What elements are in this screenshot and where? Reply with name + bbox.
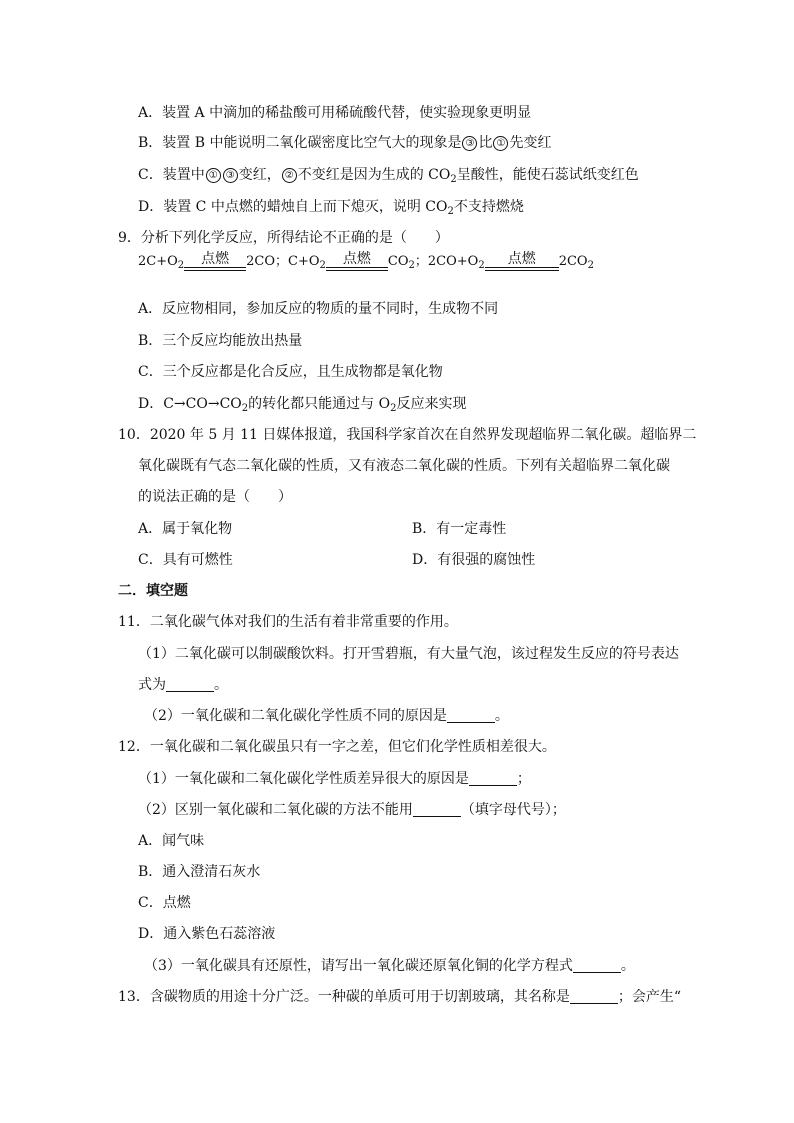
subscript: 2 (587, 260, 594, 271)
circled-number: ② (282, 168, 297, 183)
q12-part3-text: （3）一氧化碳具有还原性，请写出一氧化碳还原氧化铜的化学方程式 (144, 958, 573, 974)
subscript: 2 (447, 206, 454, 217)
subscript: 2 (450, 174, 457, 185)
section-heading: 二．填空题 (118, 583, 188, 599)
q9-option-d-text: 的转化都只能通过与 O (248, 396, 391, 412)
q11-part1-line2 (138, 676, 228, 694)
reaction-condition: 点燃 (507, 251, 536, 267)
q11-part1-text: 。 (214, 677, 228, 693)
q10-stem-line3: 的说法正确的是（ ） (138, 489, 292, 505)
q11-stem: 11．二氧化碳气体对我们的生活有着非常重要的作用。 (118, 614, 458, 630)
answer-blank (166, 677, 214, 692)
q10-stem-line1: 10．2020 年 5 月 11 日媒体报道，我国科学家首次在自然界发现超临界二氧化碳。超临界二 (118, 427, 697, 443)
q12-part1-text: （1）一氧化碳和二氧化碳化学性质差异很大的原因是 (138, 771, 469, 787)
q12-option-d: D．通入紫色石蕊溶液 (138, 926, 276, 942)
q10-option-b: B．有一定毒性 (412, 521, 507, 537)
q8-option-c-text: 不变红是因为生成的 CO (297, 167, 451, 183)
q12-stem: 12．一氧化碳和二氧化碳虽只有一字之差，但它们化学性质相差很大。 (118, 739, 556, 755)
equation-text: 2CO (558, 254, 588, 269)
answer-blank (447, 708, 495, 723)
q9-option-a: A．反应物相同，参加反应的物质的量不同时，生成物不同 (138, 301, 499, 317)
circled-number: ③ (462, 136, 477, 151)
q10-option-d: D．有很强的腐蚀性 (412, 552, 536, 568)
q9-stem: 9．分析下列化学反应，所得结论不正确的是（ ） (118, 230, 449, 246)
q8-option-c-text: 呈酸性，能使石蕊试纸变红色 (456, 167, 639, 183)
q11-part2-text: 。 (494, 708, 509, 724)
q8-option-a: A．装置 A 中滴加的稀盐酸可用稀硫酸代替，使实验现象更明显 (138, 105, 532, 121)
circled-number: ① (493, 136, 508, 151)
reaction-condition: 点燃 (342, 251, 371, 267)
equation-text: 2CO；C+O (246, 254, 320, 269)
q9-option-d-text: D．C→CO→CO (138, 396, 242, 412)
answer-blank (573, 958, 621, 973)
q12-option-b: B．通入澄清石灰水 (138, 864, 261, 880)
reaction-arrow (326, 251, 388, 271)
q8-option-d (138, 198, 524, 216)
equation-text: CO (387, 254, 409, 269)
answer-blank (469, 771, 517, 786)
q8-option-d-text: 不支持燃烧 (453, 199, 524, 215)
q8-option-b-text: 比 (478, 135, 493, 151)
subscript: 2 (390, 403, 397, 414)
q9-option-d (138, 395, 466, 413)
subscript: 2 (241, 403, 249, 414)
q11-part2 (144, 707, 509, 725)
q9-equations (138, 251, 594, 271)
q9-option-b: B．三个反应均能放出热量 (138, 333, 303, 349)
q13-stem-text: ；会产生“ (617, 989, 681, 1005)
reaction-condition: 点燃 (201, 251, 230, 267)
q12-part2 (138, 801, 566, 819)
subscript: 2 (408, 260, 415, 271)
q12-part3 (144, 957, 635, 975)
equation-text: 2C+O (138, 254, 178, 269)
q12-part1 (138, 770, 531, 788)
reaction-arrow (485, 251, 559, 271)
q12-option-c: C．点燃 (138, 895, 191, 911)
q9-option-c: C．三个反应都是化合反应，且生成物都是氧化物 (138, 364, 443, 380)
q8-option-c-text: C．装置中 (138, 167, 205, 183)
q12-option-a: A．闻气味 (138, 833, 205, 849)
q12-part2-text: （2）区别一氧化碳和二氧化碳的方法不能用 (138, 802, 413, 818)
subscript: 2 (478, 260, 485, 271)
q10-option-c: C．具有可燃性 (138, 552, 233, 568)
q8-option-d-text: D．装置 C 中点燃的蜡烛自上而下熄灭，说明 CO (138, 199, 448, 215)
q8-option-c-text: 变红， (238, 167, 281, 183)
q8-option-b-text: B．装置 B 中能说明二氧化碳密度比空气大的现象是 (138, 135, 462, 151)
circled-number: ③ (223, 168, 238, 183)
q8-option-c (138, 166, 639, 184)
circled-number: ① (206, 168, 221, 183)
subscript: 2 (177, 260, 185, 271)
q8-option-b (138, 134, 551, 152)
subscript: 2 (319, 260, 326, 271)
q11-part2-text: （2）一氧化碳和二氧化碳化学性质不同的原因是 (144, 708, 447, 724)
q12-part2-text: （填字母代号）； (460, 802, 566, 818)
q13-stem-text: 13．含碳物质的用途十分广泛。一种碳的单质可用于切割玻璃，其名称是 (118, 989, 570, 1005)
q12-part1-text: ； (516, 771, 531, 787)
q12-part3-text: 。 (620, 958, 635, 974)
q11-part1-text: 式为 (138, 677, 166, 693)
answer-blank (570, 989, 618, 1004)
q10-stem-line2: 氧化碳既有气态二氧化碳的性质，又有液态二氧化碳的性质。下列有关超临界二氧化碳 (138, 458, 670, 474)
reaction-arrow (184, 251, 246, 271)
q8-option-b-text: 先变红 (509, 135, 552, 151)
q9-option-d-text: 反应来实现 (396, 396, 467, 412)
q10-option-a: A．属于氧化物 (138, 521, 233, 537)
q11-part1-line1: （1）二氧化碳可以制碳酸饮料。打开雪碧瓶，有大量气泡，该过程发生反应的符号表达 (138, 646, 679, 662)
equation-text: ；2CO+O (414, 254, 479, 269)
answer-blank (413, 802, 461, 817)
q13-stem (118, 988, 681, 1006)
